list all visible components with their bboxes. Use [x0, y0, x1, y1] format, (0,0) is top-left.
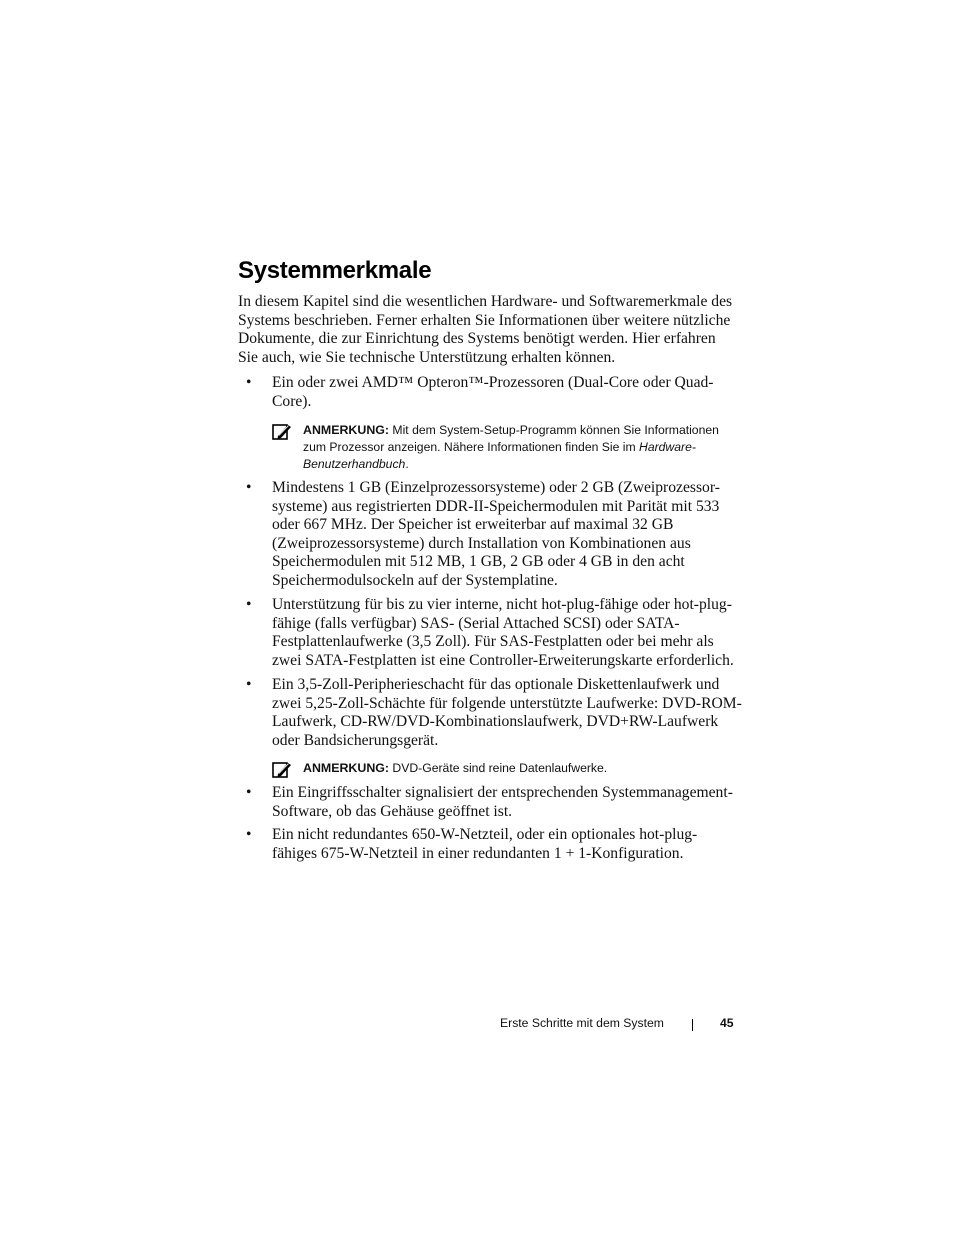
page-number: 45: [720, 1016, 734, 1030]
note-label: ANMERKUNG:: [303, 423, 390, 437]
note-text: Mit dem System-Setup-Programm können Sie Informationen zum Prozessor anzeigen. Nähere Informationen finden Sie im: [303, 423, 719, 454]
note-pencil-icon: [272, 761, 292, 779]
intro-paragraph: In diesem Kapitel sind die wesentlichen Hardware- und Softwaremerkmale des Systems beschrieben. Ferner erhalten Sie Informationen über weitere nützliche Dokumente, die zur Einrichtung des Systems benötigt werden. Hier erfahren Sie auch, wie Sie technische Unterstützung erhalten können.: [238, 293, 733, 366]
note-text-end: .: [405, 457, 409, 471]
list-item-text: Mindestens 1 GB (Einzelprozessorsysteme) oder 2 GB (Zweiprozessor-systeme) aus registrierten DDR-II-Speichermodulen mit Parität mit 533 oder 667 MHz. Der Speicher ist erweiterbar auf maximal 32 GB (Zweiprozessorsysteme) durch Installation von Kombinationen aus Speichermodulen mit 512 MB, 1 GB, 2 GB oder 4 GB in den acht Speichermodulsockeln auf der Systemplatine.: [272, 479, 720, 589]
page-title: Systemmerkmale: [238, 257, 432, 284]
footer-chapter-title: Erste Schritte mit dem System: [500, 1016, 664, 1030]
note-text: DVD-Geräte sind reine Datenlaufwerke.: [389, 761, 608, 775]
note-body: [303, 760, 743, 777]
bullet-marker: •: [246, 826, 252, 843]
note-body: [303, 422, 743, 473]
bullet-marker: •: [246, 784, 252, 801]
list-item-text: Ein oder zwei AMD™ Opteron™-Prozessoren (Dual-Core oder Quad-Core).: [272, 374, 714, 410]
note-reference-title: Hardware-Benutzerhandbuch: [303, 440, 696, 471]
note-pencil-icon: [272, 423, 292, 441]
list-item-text: Unterstützung für bis zu vier interne, nicht hot-plug-fähige oder hot-plug-fähige (falls verfügbar) SAS- (Serial Attached SCSI) oder SATA-Festplattenlaufwerke (3,5 Zoll). Für SAS-Festplatten oder bei mehr als zwei SATA-Festplatten ist eine Controller-Erweiterungskarte erforderlich.: [272, 596, 734, 669]
bullet-marker: •: [246, 596, 252, 613]
bullet-marker: •: [246, 479, 252, 496]
bullet-marker: •: [246, 374, 252, 391]
note-label: ANMERKUNG:: [303, 761, 390, 775]
list-item-text: Ein Eingriffsschalter signalisiert der entsprechenden Systemmanagement-Software, ob das Gehäuse geöffnet ist.: [272, 784, 733, 820]
bullet-marker: •: [246, 676, 252, 693]
list-item-text: Ein 3,5-Zoll-Peripherieschacht für das optionale Diskettenlaufwerk und zwei 5,25-Zoll-Schächte für folgende unterstützte Laufwerke: DVD-ROM-Laufwerk, CD-RW/DVD-Kombinationslaufwerk, DVD+RW-Laufwerk oder Bandsicherungsgerät.: [272, 676, 742, 749]
footer-divider: [692, 1019, 693, 1031]
list-item-text: Ein nicht redundantes 650-W-Netzteil, oder ein optionales hot-plug-fähiges 675-W-Netzteil in einer redundanten 1 + 1-Konfiguration.: [272, 826, 698, 862]
